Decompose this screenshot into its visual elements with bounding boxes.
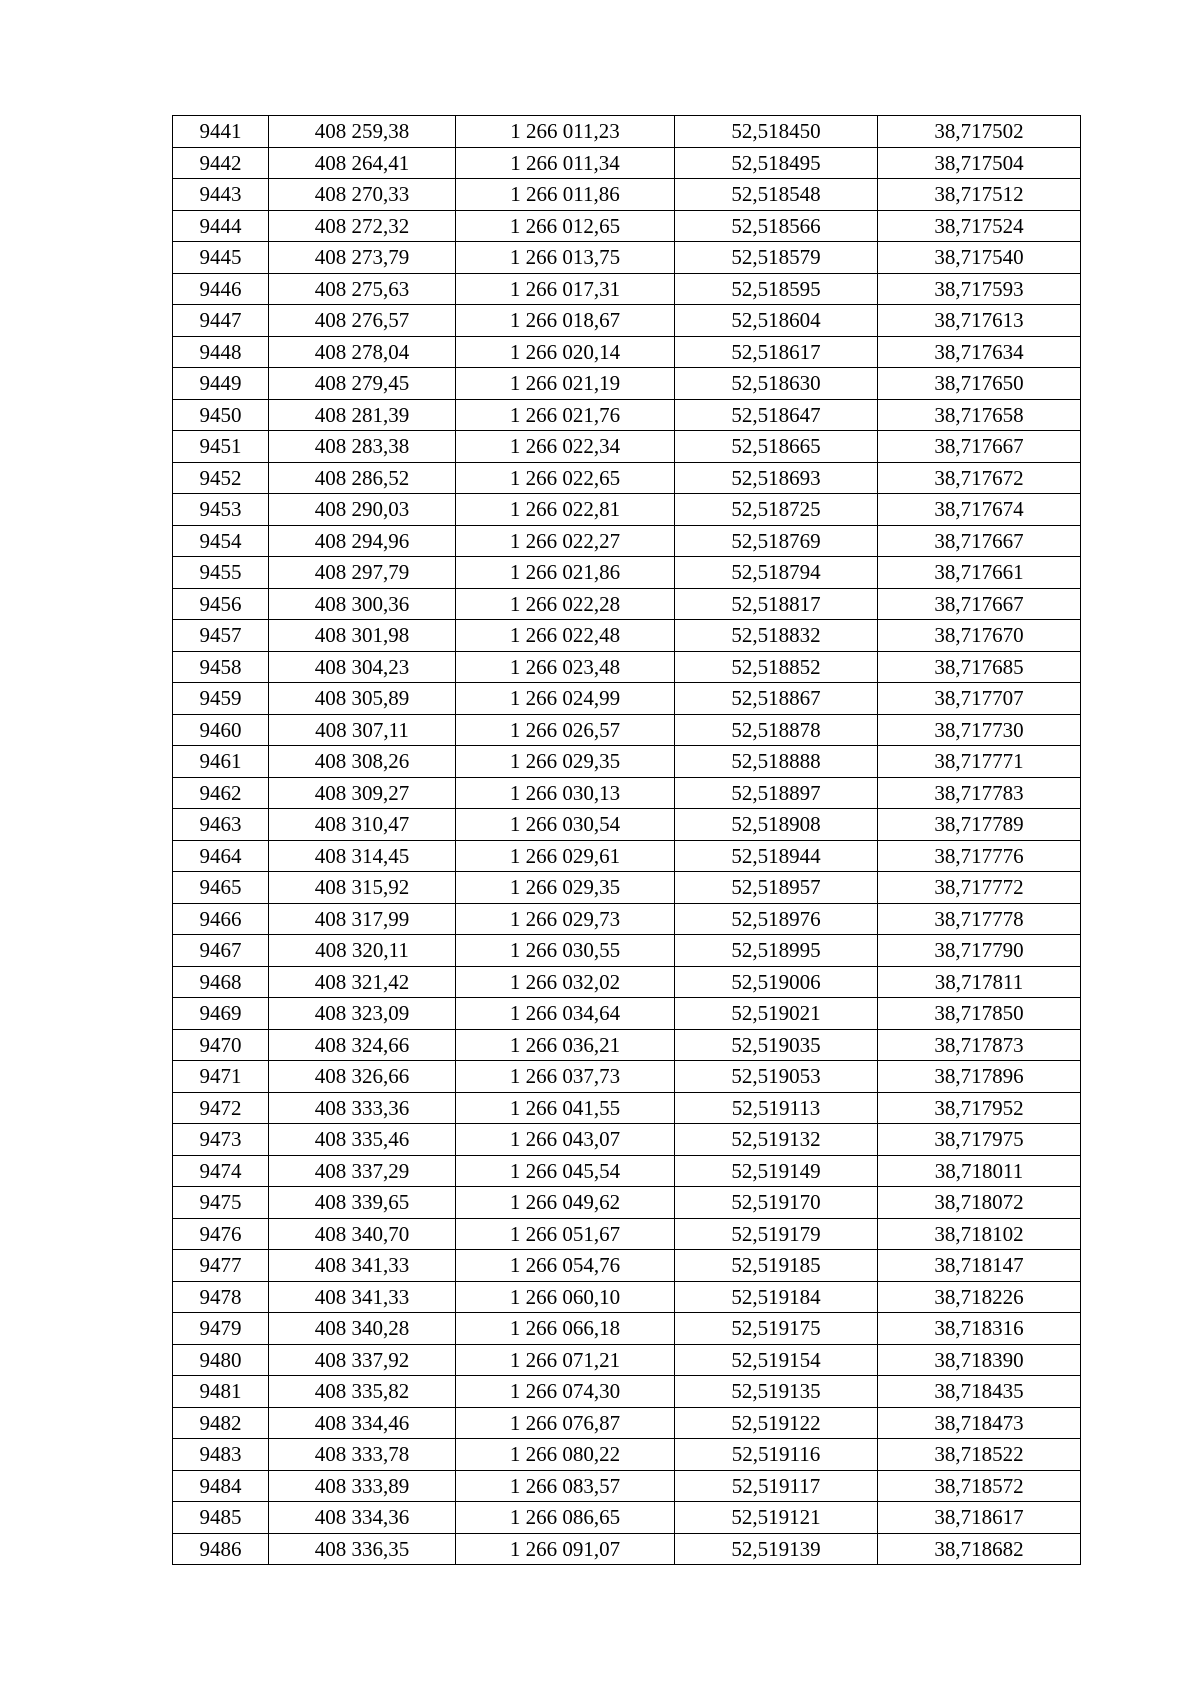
x-coordinate-cell: 408 333,89 [269,1470,456,1502]
latitude-cell: 52,518647 [675,399,878,431]
y-coordinate-cell: 1 266 030,55 [456,935,675,967]
latitude-cell: 52,519053 [675,1061,878,1093]
table-row [173,1218,1081,1250]
x-coordinate-cell: 408 333,36 [269,1092,456,1124]
x-coordinate-cell: 408 290,03 [269,494,456,526]
longitude-cell: 38,717667 [878,525,1081,557]
latitude-cell: 52,518769 [675,525,878,557]
y-coordinate-cell: 1 266 049,62 [456,1187,675,1219]
table-row [173,1407,1081,1439]
x-coordinate-cell: 408 310,47 [269,809,456,841]
point-number-cell: 9456 [173,588,269,620]
x-coordinate-cell: 408 278,04 [269,336,456,368]
point-number-cell: 9470 [173,1029,269,1061]
longitude-cell: 38,717670 [878,620,1081,652]
longitude-cell: 38,717778 [878,903,1081,935]
point-number-cell: 9486 [173,1533,269,1565]
y-coordinate-cell: 1 266 022,28 [456,588,675,620]
latitude-cell: 52,519021 [675,998,878,1030]
x-coordinate-cell: 408 334,46 [269,1407,456,1439]
longitude-cell: 38,718572 [878,1470,1081,1502]
point-number-cell: 9451 [173,431,269,463]
latitude-cell: 52,519149 [675,1155,878,1187]
longitude-cell: 38,718147 [878,1250,1081,1282]
table-row [173,1281,1081,1313]
y-coordinate-cell: 1 266 011,23 [456,116,675,148]
y-coordinate-cell: 1 266 026,57 [456,714,675,746]
x-coordinate-cell: 408 264,41 [269,147,456,179]
y-coordinate-cell: 1 266 029,61 [456,840,675,872]
x-coordinate-cell: 408 336,35 [269,1533,456,1565]
point-number-cell: 9477 [173,1250,269,1282]
table-row [173,840,1081,872]
point-number-cell: 9482 [173,1407,269,1439]
point-number-cell: 9447 [173,305,269,337]
table-row [173,305,1081,337]
table-row [173,179,1081,211]
latitude-cell: 52,518617 [675,336,878,368]
point-number-cell: 9460 [173,714,269,746]
latitude-cell: 52,518878 [675,714,878,746]
latitude-cell: 52,519035 [675,1029,878,1061]
latitude-cell: 52,518595 [675,273,878,305]
longitude-cell: 38,717873 [878,1029,1081,1061]
point-number-cell: 9463 [173,809,269,841]
table-row [173,147,1081,179]
table-row [173,242,1081,274]
longitude-cell: 38,718226 [878,1281,1081,1313]
y-coordinate-cell: 1 266 011,86 [456,179,675,211]
point-number-cell: 9483 [173,1439,269,1471]
y-coordinate-cell: 1 266 022,34 [456,431,675,463]
longitude-cell: 38,717685 [878,651,1081,683]
longitude-cell: 38,718522 [878,1439,1081,1471]
table-row [173,620,1081,652]
latitude-cell: 52,519122 [675,1407,878,1439]
x-coordinate-cell: 408 294,96 [269,525,456,557]
longitude-cell: 38,717502 [878,116,1081,148]
latitude-cell: 52,519121 [675,1502,878,1534]
x-coordinate-cell: 408 321,42 [269,966,456,998]
longitude-cell: 38,717790 [878,935,1081,967]
x-coordinate-cell: 408 279,45 [269,368,456,400]
table-row [173,1313,1081,1345]
latitude-cell: 52,518944 [675,840,878,872]
longitude-cell: 38,717952 [878,1092,1081,1124]
longitude-cell: 38,717776 [878,840,1081,872]
coordinates-table-body [173,116,1081,1565]
latitude-cell: 52,518976 [675,903,878,935]
latitude-cell: 52,518693 [675,462,878,494]
x-coordinate-cell: 408 341,33 [269,1250,456,1282]
table-row [173,1502,1081,1534]
x-coordinate-cell: 408 307,11 [269,714,456,746]
table-row [173,336,1081,368]
y-coordinate-cell: 1 266 022,27 [456,525,675,557]
point-number-cell: 9466 [173,903,269,935]
x-coordinate-cell: 408 300,36 [269,588,456,620]
latitude-cell: 52,519170 [675,1187,878,1219]
point-number-cell: 9472 [173,1092,269,1124]
latitude-cell: 52,518450 [675,116,878,148]
x-coordinate-cell: 408 320,11 [269,935,456,967]
longitude-cell: 38,718011 [878,1155,1081,1187]
latitude-cell: 52,518665 [675,431,878,463]
point-number-cell: 9455 [173,557,269,589]
y-coordinate-cell: 1 266 071,21 [456,1344,675,1376]
point-number-cell: 9459 [173,683,269,715]
y-coordinate-cell: 1 266 021,86 [456,557,675,589]
longitude-cell: 38,717896 [878,1061,1081,1093]
y-coordinate-cell: 1 266 074,30 [456,1376,675,1408]
x-coordinate-cell: 408 301,98 [269,620,456,652]
point-number-cell: 9443 [173,179,269,211]
table-row [173,998,1081,1030]
longitude-cell: 38,717512 [878,179,1081,211]
x-coordinate-cell: 408 335,46 [269,1124,456,1156]
x-coordinate-cell: 408 317,99 [269,903,456,935]
point-number-cell: 9445 [173,242,269,274]
coordinates-table [172,115,1081,1565]
x-coordinate-cell: 408 337,29 [269,1155,456,1187]
point-number-cell: 9469 [173,998,269,1030]
table-row [173,494,1081,526]
y-coordinate-cell: 1 266 030,13 [456,777,675,809]
table-row [173,1344,1081,1376]
longitude-cell: 38,717658 [878,399,1081,431]
x-coordinate-cell: 408 286,52 [269,462,456,494]
latitude-cell: 52,519185 [675,1250,878,1282]
x-coordinate-cell: 408 315,92 [269,872,456,904]
longitude-cell: 38,718390 [878,1344,1081,1376]
point-number-cell: 9484 [173,1470,269,1502]
y-coordinate-cell: 1 266 034,64 [456,998,675,1030]
table-row [173,809,1081,841]
point-number-cell: 9473 [173,1124,269,1156]
latitude-cell: 52,519179 [675,1218,878,1250]
latitude-cell: 52,518630 [675,368,878,400]
x-coordinate-cell: 408 273,79 [269,242,456,274]
latitude-cell: 52,518897 [675,777,878,809]
longitude-cell: 38,717613 [878,305,1081,337]
point-number-cell: 9458 [173,651,269,683]
longitude-cell: 38,717667 [878,431,1081,463]
point-number-cell: 9448 [173,336,269,368]
point-number-cell: 9480 [173,1344,269,1376]
longitude-cell: 38,718682 [878,1533,1081,1565]
latitude-cell: 52,518908 [675,809,878,841]
table-row [173,557,1081,589]
table-row [173,273,1081,305]
latitude-cell: 52,518548 [675,179,878,211]
table-row [173,966,1081,998]
x-coordinate-cell: 408 341,33 [269,1281,456,1313]
latitude-cell: 52,518579 [675,242,878,274]
table-row [173,1061,1081,1093]
x-coordinate-cell: 408 323,09 [269,998,456,1030]
x-coordinate-cell: 408 272,32 [269,210,456,242]
point-number-cell: 9449 [173,368,269,400]
longitude-cell: 38,718316 [878,1313,1081,1345]
y-coordinate-cell: 1 266 083,57 [456,1470,675,1502]
latitude-cell: 52,518794 [675,557,878,589]
table-row [173,1029,1081,1061]
table-row [173,210,1081,242]
y-coordinate-cell: 1 266 021,19 [456,368,675,400]
point-number-cell: 9450 [173,399,269,431]
latitude-cell: 52,518995 [675,935,878,967]
longitude-cell: 38,717650 [878,368,1081,400]
y-coordinate-cell: 1 266 080,22 [456,1439,675,1471]
longitude-cell: 38,717504 [878,147,1081,179]
longitude-cell: 38,718102 [878,1218,1081,1250]
y-coordinate-cell: 1 266 029,35 [456,872,675,904]
x-coordinate-cell: 408 283,38 [269,431,456,463]
x-coordinate-cell: 408 305,89 [269,683,456,715]
latitude-cell: 52,519117 [675,1470,878,1502]
point-number-cell: 9457 [173,620,269,652]
x-coordinate-cell: 408 304,23 [269,651,456,683]
table-row [173,777,1081,809]
table-row [173,399,1081,431]
y-coordinate-cell: 1 266 041,55 [456,1092,675,1124]
longitude-cell: 38,718072 [878,1187,1081,1219]
y-coordinate-cell: 1 266 054,76 [456,1250,675,1282]
latitude-cell: 52,518566 [675,210,878,242]
latitude-cell: 52,519184 [675,1281,878,1313]
x-coordinate-cell: 408 324,66 [269,1029,456,1061]
latitude-cell: 52,518817 [675,588,878,620]
latitude-cell: 52,518957 [675,872,878,904]
y-coordinate-cell: 1 266 032,02 [456,966,675,998]
y-coordinate-cell: 1 266 029,73 [456,903,675,935]
y-coordinate-cell: 1 266 011,34 [456,147,675,179]
point-number-cell: 9478 [173,1281,269,1313]
longitude-cell: 38,717524 [878,210,1081,242]
y-coordinate-cell: 1 266 018,67 [456,305,675,337]
x-coordinate-cell: 408 270,33 [269,179,456,211]
table-row [173,588,1081,620]
longitude-cell: 38,717730 [878,714,1081,746]
longitude-cell: 38,717975 [878,1124,1081,1156]
longitude-cell: 38,717850 [878,998,1081,1030]
latitude-cell: 52,519116 [675,1439,878,1471]
point-number-cell: 9479 [173,1313,269,1345]
longitude-cell: 38,718435 [878,1376,1081,1408]
longitude-cell: 38,717783 [878,777,1081,809]
point-number-cell: 9446 [173,273,269,305]
x-coordinate-cell: 408 259,38 [269,116,456,148]
longitude-cell: 38,717789 [878,809,1081,841]
point-number-cell: 9464 [173,840,269,872]
table-row [173,1187,1081,1219]
longitude-cell: 38,717540 [878,242,1081,274]
table-row [173,1092,1081,1124]
point-number-cell: 9461 [173,746,269,778]
latitude-cell: 52,518852 [675,651,878,683]
longitude-cell: 38,717667 [878,588,1081,620]
table-row [173,683,1081,715]
x-coordinate-cell: 408 340,28 [269,1313,456,1345]
x-coordinate-cell: 408 337,92 [269,1344,456,1376]
x-coordinate-cell: 408 308,26 [269,746,456,778]
table-row [173,462,1081,494]
y-coordinate-cell: 1 266 013,75 [456,242,675,274]
y-coordinate-cell: 1 266 066,18 [456,1313,675,1345]
y-coordinate-cell: 1 266 022,48 [456,620,675,652]
point-number-cell: 9444 [173,210,269,242]
point-number-cell: 9452 [173,462,269,494]
y-coordinate-cell: 1 266 012,65 [456,210,675,242]
latitude-cell: 52,518888 [675,746,878,778]
y-coordinate-cell: 1 266 091,07 [456,1533,675,1565]
latitude-cell: 52,518725 [675,494,878,526]
y-coordinate-cell: 1 266 023,48 [456,651,675,683]
latitude-cell: 52,518495 [675,147,878,179]
y-coordinate-cell: 1 266 029,35 [456,746,675,778]
x-coordinate-cell: 408 335,82 [269,1376,456,1408]
latitude-cell: 52,519154 [675,1344,878,1376]
point-number-cell: 9471 [173,1061,269,1093]
x-coordinate-cell: 408 314,45 [269,840,456,872]
y-coordinate-cell: 1 266 017,31 [456,273,675,305]
y-coordinate-cell: 1 266 043,07 [456,1124,675,1156]
point-number-cell: 9468 [173,966,269,998]
point-number-cell: 9481 [173,1376,269,1408]
y-coordinate-cell: 1 266 045,54 [456,1155,675,1187]
x-coordinate-cell: 408 334,36 [269,1502,456,1534]
y-coordinate-cell: 1 266 051,67 [456,1218,675,1250]
y-coordinate-cell: 1 266 076,87 [456,1407,675,1439]
table-row [173,872,1081,904]
x-coordinate-cell: 408 297,79 [269,557,456,589]
point-number-cell: 9453 [173,494,269,526]
point-number-cell: 9467 [173,935,269,967]
y-coordinate-cell: 1 266 060,10 [456,1281,675,1313]
table-row [173,1533,1081,1565]
table-row [173,1376,1081,1408]
y-coordinate-cell: 1 266 022,81 [456,494,675,526]
latitude-cell: 52,519135 [675,1376,878,1408]
table-row [173,1124,1081,1156]
longitude-cell: 38,717772 [878,872,1081,904]
table-row [173,746,1081,778]
longitude-cell: 38,717661 [878,557,1081,589]
x-coordinate-cell: 408 333,78 [269,1439,456,1471]
longitude-cell: 38,717674 [878,494,1081,526]
latitude-cell: 52,519175 [675,1313,878,1345]
y-coordinate-cell: 1 266 021,76 [456,399,675,431]
table-row [173,1155,1081,1187]
point-number-cell: 9485 [173,1502,269,1534]
latitude-cell: 52,518832 [675,620,878,652]
point-number-cell: 9465 [173,872,269,904]
latitude-cell: 52,518867 [675,683,878,715]
latitude-cell: 52,518604 [675,305,878,337]
x-coordinate-cell: 408 276,57 [269,305,456,337]
table-row [173,525,1081,557]
y-coordinate-cell: 1 266 036,21 [456,1029,675,1061]
latitude-cell: 52,519006 [675,966,878,998]
x-coordinate-cell: 408 275,63 [269,273,456,305]
table-row [173,903,1081,935]
y-coordinate-cell: 1 266 024,99 [456,683,675,715]
table-row [173,1250,1081,1282]
point-number-cell: 9475 [173,1187,269,1219]
y-coordinate-cell: 1 266 086,65 [456,1502,675,1534]
point-number-cell: 9441 [173,116,269,148]
point-number-cell: 9442 [173,147,269,179]
point-number-cell: 9476 [173,1218,269,1250]
latitude-cell: 52,519139 [675,1533,878,1565]
x-coordinate-cell: 408 326,66 [269,1061,456,1093]
longitude-cell: 38,717771 [878,746,1081,778]
longitude-cell: 38,717634 [878,336,1081,368]
table-row [173,1439,1081,1471]
longitude-cell: 38,717707 [878,683,1081,715]
table-row [173,714,1081,746]
table-row [173,431,1081,463]
point-number-cell: 9462 [173,777,269,809]
y-coordinate-cell: 1 266 022,65 [456,462,675,494]
x-coordinate-cell: 408 281,39 [269,399,456,431]
x-coordinate-cell: 408 340,70 [269,1218,456,1250]
y-coordinate-cell: 1 266 020,14 [456,336,675,368]
longitude-cell: 38,717593 [878,273,1081,305]
longitude-cell: 38,718617 [878,1502,1081,1534]
table-row [173,1470,1081,1502]
table-row [173,935,1081,967]
longitude-cell: 38,717672 [878,462,1081,494]
table-row [173,651,1081,683]
x-coordinate-cell: 408 309,27 [269,777,456,809]
longitude-cell: 38,718473 [878,1407,1081,1439]
latitude-cell: 52,519113 [675,1092,878,1124]
latitude-cell: 52,519132 [675,1124,878,1156]
table-row [173,116,1081,148]
point-number-cell: 9474 [173,1155,269,1187]
y-coordinate-cell: 1 266 030,54 [456,809,675,841]
table-row [173,368,1081,400]
longitude-cell: 38,717811 [878,966,1081,998]
x-coordinate-cell: 408 339,65 [269,1187,456,1219]
y-coordinate-cell: 1 266 037,73 [456,1061,675,1093]
point-number-cell: 9454 [173,525,269,557]
